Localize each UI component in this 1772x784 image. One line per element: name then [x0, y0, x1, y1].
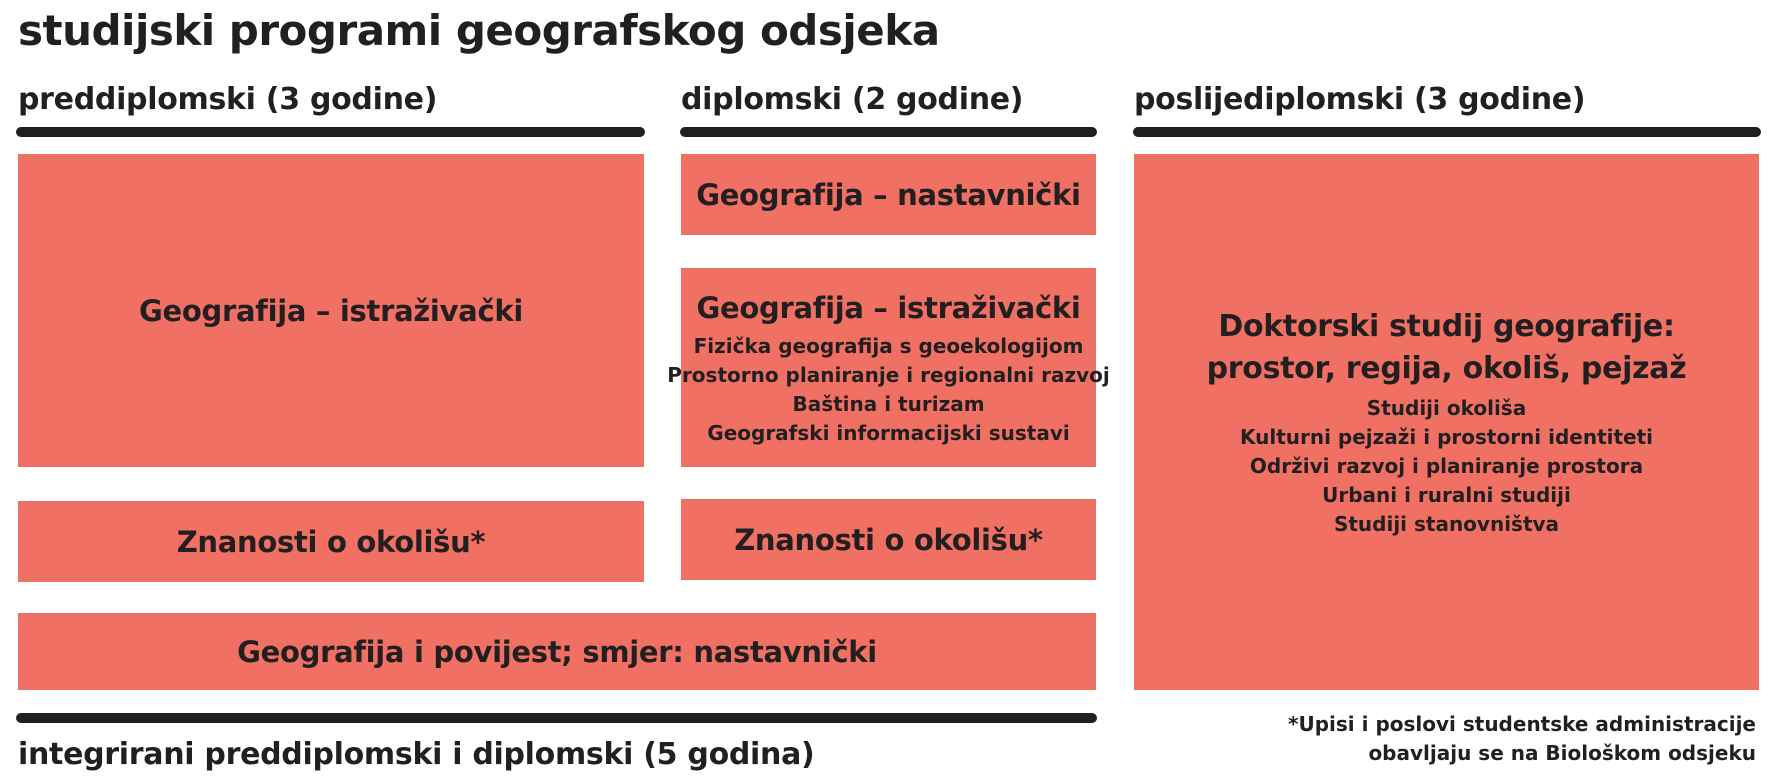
integrated-heading: integrirani preddiplomski i diplomski (5 godina)	[18, 737, 815, 772]
program-title: Geografija – istraživački	[139, 293, 523, 328]
track-item: Baština i turizam	[792, 391, 985, 416]
doctoral-title-line1: Doktorski studij geografije:	[1218, 308, 1675, 344]
program-box-grad-teaching	[681, 154, 1096, 235]
page-title: studijski programi geografskog odsjeka	[18, 6, 940, 55]
track-item: Urbani i ruralni studiji	[1322, 482, 1571, 507]
integrated-rule	[16, 713, 1097, 723]
program-title: Geografija – nastavnički	[696, 177, 1081, 212]
program-box-undergrad-environment	[18, 501, 644, 582]
program-box-grad-research	[667, 268, 1110, 467]
track-item: Održivi razvoj i planiranje prostora	[1249, 453, 1644, 478]
postgraduate-heading: poslijediplomski (3 godine)	[1134, 82, 1586, 117]
program-title: Znanosti o okolišu*	[176, 524, 486, 559]
footnote	[1288, 710, 1756, 768]
track-item: Studiji stanovništva	[1333, 511, 1560, 536]
track-list	[1240, 394, 1653, 539]
program-title: Geografija i povijest; smjer: nastavnički	[237, 634, 877, 669]
program-box-grad-environment	[681, 499, 1096, 580]
graduate-rule	[680, 127, 1097, 137]
program-title: Znanosti o okolišu*	[734, 522, 1043, 557]
undergraduate-rule	[16, 127, 645, 137]
program-title: Geografija – istraživački	[696, 290, 1081, 325]
postgraduate-rule	[1133, 127, 1761, 137]
graduate-heading: diplomski (2 godine)	[681, 82, 1024, 117]
footnote-line2: obavljaju se na Biološkom odsjeku	[1368, 741, 1756, 765]
doctoral-title-line2: prostor, regija, okoliš, pejzaž	[1206, 350, 1687, 386]
track-list	[667, 332, 1109, 448]
footnote-line1: *Upisi i poslovi studentske administracije	[1288, 712, 1756, 736]
program-box-doctoral	[1134, 154, 1759, 690]
track-item: Prostorno planiranje i regionalni razvoj	[667, 362, 1110, 387]
program-box-integrated-teaching	[18, 613, 1096, 690]
track-item: Geografski informacijski sustavi	[707, 420, 1070, 445]
program-box-undergrad-research	[18, 154, 644, 467]
undergraduate-heading: preddiplomski (3 godine)	[18, 82, 438, 117]
track-item: Fizička geografija s geoekologijom	[693, 333, 1084, 358]
track-item: Kulturni pejzaži i prostorni identiteti	[1239, 424, 1654, 449]
track-item: Studiji okoliša	[1366, 395, 1527, 420]
